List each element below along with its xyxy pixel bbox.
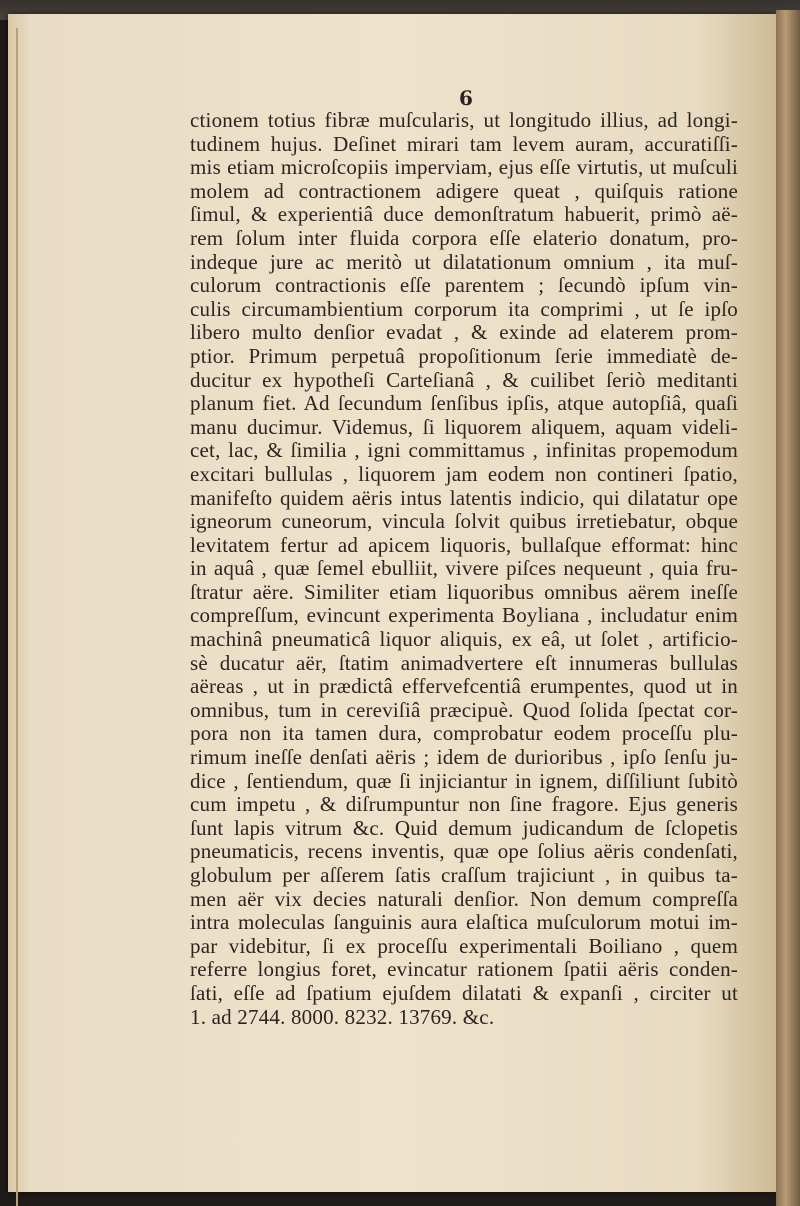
text-line: ſati, eſſe ad ſpatium ejuſdem dilatati & expanſi , circiter ut [190,980,738,1005]
text-line: par videbitur, ſi ex proceſſu experimentali Boiliano , quem [190,933,738,958]
text-line: dice , ſentiendum, quæ ſi injiciantur in ignem, diſſiliunt ſubitò [190,768,738,793]
text-line: levitatem fertur ad apicem liquoris, bullaſque efformat: hinc [190,532,738,557]
text-line: ducitur ex hypotheſi Carteſianâ , & cuilibet ſeriò meditanti [190,367,738,392]
text-line: ſtratur aëre. Similiter etiam liquoribus omnibus aërem ineſſe [190,579,738,604]
text-line: planum fiet. Ad ſecundum ſenſibus ipſis, atque autopſiâ, quaſi [190,391,738,416]
text-line: machinâ pneumaticâ liquor aliquis, ex eâ, ut ſolet , artificio- [190,627,738,652]
text-line: cet, lac, & ſimilia , igni committamus , infinitas propemodum [190,438,738,463]
text-line: ſimul, & experientiâ duce demonſtratum habuerit, primò aë- [190,202,738,227]
text-line: men aër vix decies naturali denſior. Non demum compreſſa [190,886,738,911]
text-line: igneorum cuneorum, vincula ſolvit quibus irretiebatur, obque [190,509,738,534]
text-line: manu ducimur. Videmus, ſi liquorem aliquem, aquam videli- [190,414,738,439]
text-line: culorum contractionis eſſe parentem ; ſecundò ipſum vin- [190,273,738,298]
text-line: ſunt lapis vitrum &c. Quid demum judicandum de ſclopetis [190,815,738,840]
text-line: excitari bullulas , liquorem jam eodem non contineri ſpatio, [190,461,738,486]
text-line: manifeſto quidem aëris intus latentis indicio, qui dilatatur ope [190,485,738,510]
text-line: compreſſum, evincunt experimenta Boyliana , includatur enim [190,603,738,628]
text-line: ptior. Primum perpetuâ propoſitionum ſerie immediatè de- [190,343,738,368]
text-line: 1. ad 2744. 8000. 8232. 13769. &c. [190,1004,495,1029]
text-line: indeque jure ac meritò ut dilatationum omnium , ita muſ- [190,249,738,274]
text-line: culis circumambientium corporum ita comprimi , ut ſe ipſo [190,296,738,321]
text-line: globulum per aſſerem ſatis craſſum trajiciunt , in quibus ta- [190,863,738,887]
text-line: cum impetu , & diſrumpuntur non ſine fragore. Ejus generis [190,792,738,817]
body-text [190,109,738,1029]
text-line: mis etiam microſcopiis imperviam, ejus eſſe virtutis, ut muſculi [190,155,738,180]
text-line: intra moleculas ſanguinis aura elaſtica muſculorum motui im- [190,910,738,935]
text-line: libero multo denſior evadat , & exinde ad elaterem prom- [190,320,738,345]
text-line: aëreas , ut in prædictâ effervefcentiâ erumpentes, quod ut in [190,674,738,699]
text-line: pora non ita tamen dura, comprobatur eodem proceſſu plu- [190,721,738,746]
text-line: ctionem totius fibræ muſcularis, ut longitudo illius, ad longi- [190,108,738,132]
page-gutter-edge [16,28,18,1206]
text-line: pneumaticis, recens inventis, quæ ope ſolius aëris condenſati, [190,839,738,864]
text-line: rem ſolum inter fluida corpora eſſe elaterio donatum, pro- [190,225,738,250]
text-line: sè ducatur aër, ſtatim animadvertere eſt innumeras bullulas [190,650,738,675]
text-line: molem ad contractionem adigere queat , quiſquis ratione [190,178,738,203]
text-line: omnibus, tum in cereviſiâ præcipuè. Quod ſolida ſpectat cor- [190,697,738,722]
text-line: referre longius foret, evincatur rationem ſpatii aëris conden- [190,957,738,982]
page-number: 6 [459,86,473,110]
text-line: tudinem hujus. Deſinet mirari tam levem auram, accuratiſſi- [190,131,738,156]
text-line: in aquâ , quæ ſemel ebulliit, vivere piſces nequeunt , quia fru- [190,556,738,581]
text-line: rimum ineſſe denſati aëris ; idem de durioribus , ipſo ſenſu ju- [190,745,738,770]
book-page-stack-edge [776,10,800,1206]
